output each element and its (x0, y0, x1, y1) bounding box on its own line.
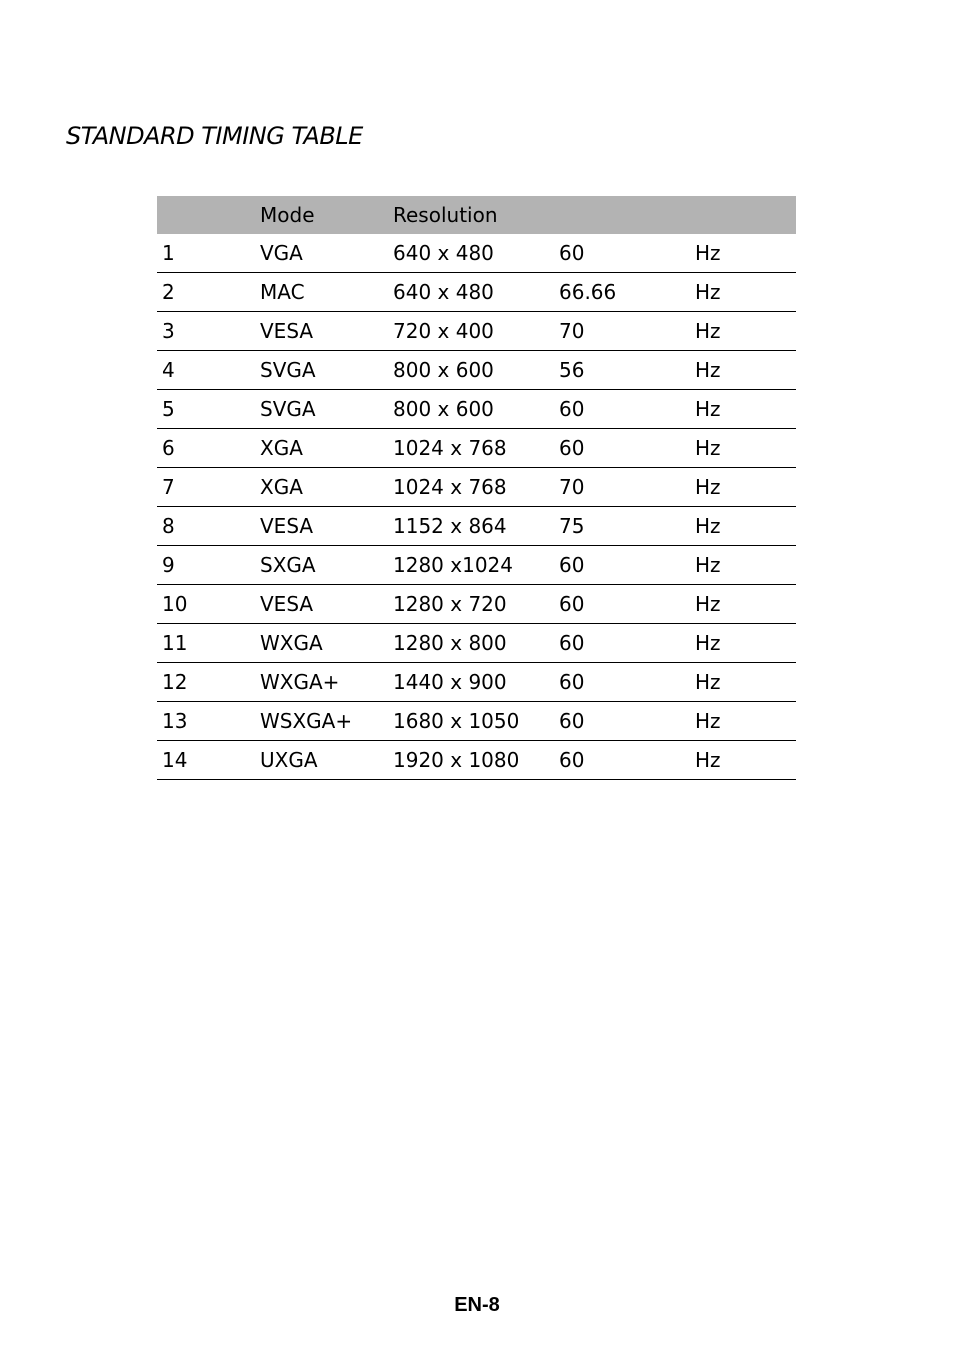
row-index: 8 (157, 507, 260, 546)
table-row (157, 351, 796, 390)
unit-cell: Hz (695, 663, 796, 702)
refresh-rate-cell: 60 (559, 702, 695, 741)
resolution-cell: 1152 x 864 (393, 507, 559, 546)
unit-cell: Hz (695, 351, 796, 390)
resolution-cell: 1024 x 768 (393, 429, 559, 468)
mode-cell: WXGA+ (260, 663, 393, 702)
unit-cell: Hz (695, 546, 796, 585)
table-row (157, 429, 796, 468)
row-index: 9 (157, 546, 260, 585)
mode-cell: WSXGA+ (260, 702, 393, 741)
refresh-rate-cell: 75 (559, 507, 695, 546)
refresh-rate-cell: 60 (559, 390, 695, 429)
table-row (157, 663, 796, 702)
row-index: 11 (157, 624, 260, 663)
table-row (157, 702, 796, 741)
row-index: 5 (157, 390, 260, 429)
header-resolution: Resolution (393, 203, 498, 227)
unit-cell: Hz (695, 585, 796, 624)
resolution-cell: 1680 x 1050 (393, 702, 559, 741)
mode-cell: WXGA (260, 624, 393, 663)
mode-cell: XGA (260, 468, 393, 507)
refresh-rate-cell: 56 (559, 351, 695, 390)
refresh-rate-cell: 60 (559, 546, 695, 585)
resolution-cell: 1280 x 720 (393, 585, 559, 624)
refresh-rate-cell: 60 (559, 585, 695, 624)
unit-cell: Hz (695, 507, 796, 546)
refresh-rate-cell: 60 (559, 741, 695, 780)
refresh-rate-cell: 60 (559, 624, 695, 663)
row-index: 1 (157, 234, 260, 273)
mode-cell: SXGA (260, 546, 393, 585)
refresh-rate-cell: 70 (559, 468, 695, 507)
header-refresh-rate (559, 196, 695, 234)
mode-cell: VESA (260, 585, 393, 624)
table-row (157, 741, 796, 780)
header-index (157, 196, 260, 234)
refresh-rate-cell: 60 (559, 429, 695, 468)
row-index: 7 (157, 468, 260, 507)
table-row (157, 624, 796, 663)
page-title: STANDARD TIMING TABLE (66, 122, 363, 150)
header-mode: Mode (260, 203, 315, 227)
unit-cell: Hz (695, 273, 796, 312)
row-index: 4 (157, 351, 260, 390)
mode-cell: VESA (260, 312, 393, 351)
row-index: 3 (157, 312, 260, 351)
table-header-row (157, 196, 796, 234)
mode-cell: SVGA (260, 390, 393, 429)
standard-timing-table (157, 196, 796, 780)
unit-cell: Hz (695, 468, 796, 507)
row-index: 14 (157, 741, 260, 780)
table-body (157, 234, 796, 780)
row-index: 6 (157, 429, 260, 468)
mode-cell: XGA (260, 429, 393, 468)
unit-cell: Hz (695, 312, 796, 351)
resolution-cell: 720 x 400 (393, 312, 559, 351)
resolution-cell: 1280 x 800 (393, 624, 559, 663)
mode-cell: VESA (260, 507, 393, 546)
resolution-cell: 1280 x1024 (393, 546, 559, 585)
mode-cell: MAC (260, 273, 393, 312)
refresh-rate-cell: 66.66 (559, 273, 695, 312)
mode-cell: UXGA (260, 741, 393, 780)
resolution-cell: 640 x 480 (393, 234, 559, 273)
mode-cell: SVGA (260, 351, 393, 390)
unit-cell: Hz (695, 234, 796, 273)
table-row (157, 234, 796, 273)
resolution-cell: 1024 x 768 (393, 468, 559, 507)
mode-cell: VGA (260, 234, 393, 273)
resolution-cell: 1440 x 900 (393, 663, 559, 702)
unit-cell: Hz (695, 624, 796, 663)
resolution-cell: 640 x 480 (393, 273, 559, 312)
resolution-cell: 800 x 600 (393, 390, 559, 429)
table-row (157, 507, 796, 546)
page-number: EN-8 (454, 1294, 500, 1316)
resolution-cell: 800 x 600 (393, 351, 559, 390)
row-index: 2 (157, 273, 260, 312)
refresh-rate-cell: 60 (559, 663, 695, 702)
refresh-rate-cell: 60 (559, 234, 695, 273)
table-row (157, 546, 796, 585)
table-row (157, 312, 796, 351)
resolution-cell: 1920 x 1080 (393, 741, 559, 780)
unit-cell: Hz (695, 741, 796, 780)
table-row (157, 468, 796, 507)
unit-cell: Hz (695, 702, 796, 741)
table-row (157, 273, 796, 312)
refresh-rate-cell: 70 (559, 312, 695, 351)
table-row (157, 585, 796, 624)
unit-cell: Hz (695, 429, 796, 468)
unit-cell: Hz (695, 390, 796, 429)
row-index: 12 (157, 663, 260, 702)
row-index: 10 (157, 585, 260, 624)
row-index: 13 (157, 702, 260, 741)
table-row (157, 390, 796, 429)
header-unit (695, 196, 796, 234)
